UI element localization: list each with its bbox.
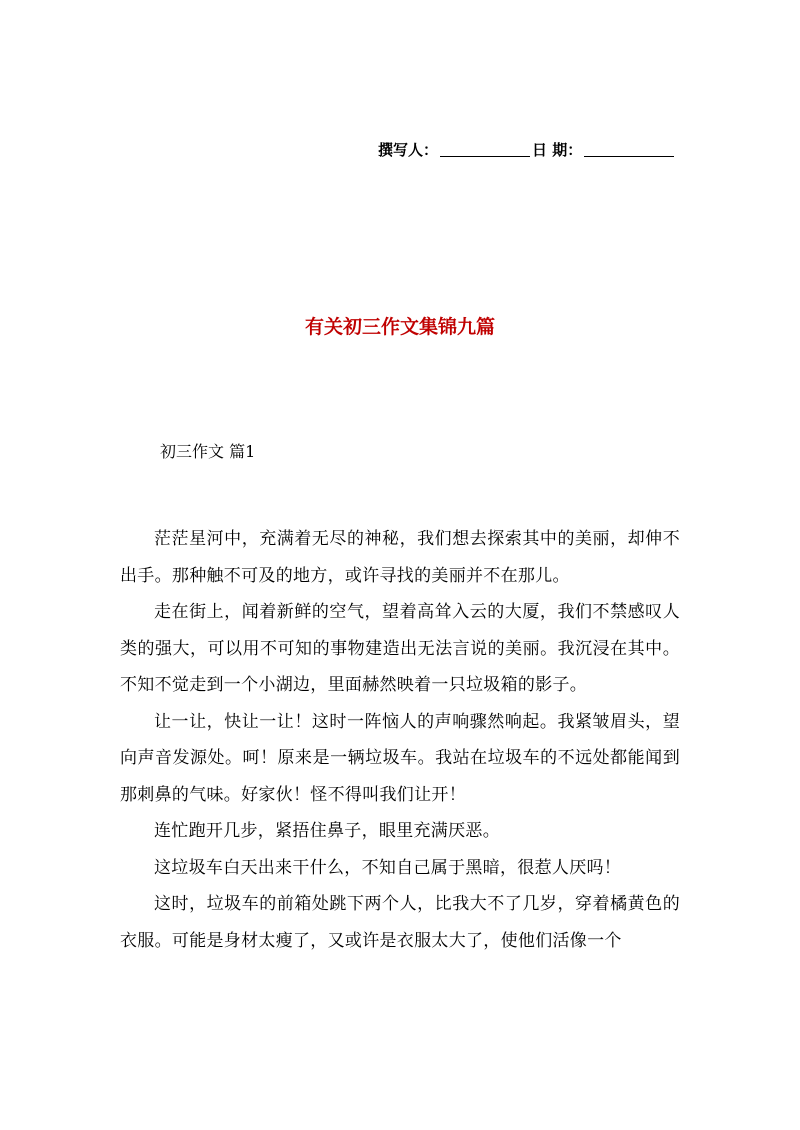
paragraph: 这垃圾车白天出来干什么，不知自己属于黑暗，很惹人厌吗！ <box>154 857 622 878</box>
date-blank <box>584 140 674 157</box>
paragraph: 茫茫星河中，充满着无尽的神秘，我们想去探索其中的美丽，却伸不出手。那种触不可及的地方，或许寻找的美丽并不在那儿。 <box>120 529 680 586</box>
author-blank <box>440 140 530 157</box>
author-date-line <box>378 139 688 161</box>
section-heading: 初三作文 篇1 <box>160 442 256 461</box>
paragraph: 连忙跑开几步，紧捂住鼻子，眼里充满厌恶。 <box>154 821 500 841</box>
date-label: 日 期： <box>532 141 583 159</box>
body-text <box>120 521 680 959</box>
author-label: 撰写人： <box>378 141 439 159</box>
paragraph: 这时，垃圾车的前箱处跳下两个人，比我大不了几岁，穿着橘黄色的衣服。可能是身材太瘦了，又或许是衣服太大了，使他们活像一个 <box>120 894 680 951</box>
paragraph: 让一让，快让一让！这时一阵恼人的声响骤然响起。我紧皱眉头，望向声音发源处。呵！原来是一辆垃圾车。我站在垃圾车的不远处都能闻到那刺鼻的气味。好家伙！怪不得叫我们让开！ <box>120 711 680 805</box>
document-title: 有关初三作文集锦九篇 <box>304 316 495 338</box>
paragraph: 走在街上，闻着新鲜的空气，望着高耸入云的大厦，我们不禁感叹人类的强大，可以用不可知的事物建造出无法言说的美丽。我沉浸在其中。不知不觉走到一个小湖边，里面赫然映着一只垃圾箱的影子。 <box>120 602 680 695</box>
